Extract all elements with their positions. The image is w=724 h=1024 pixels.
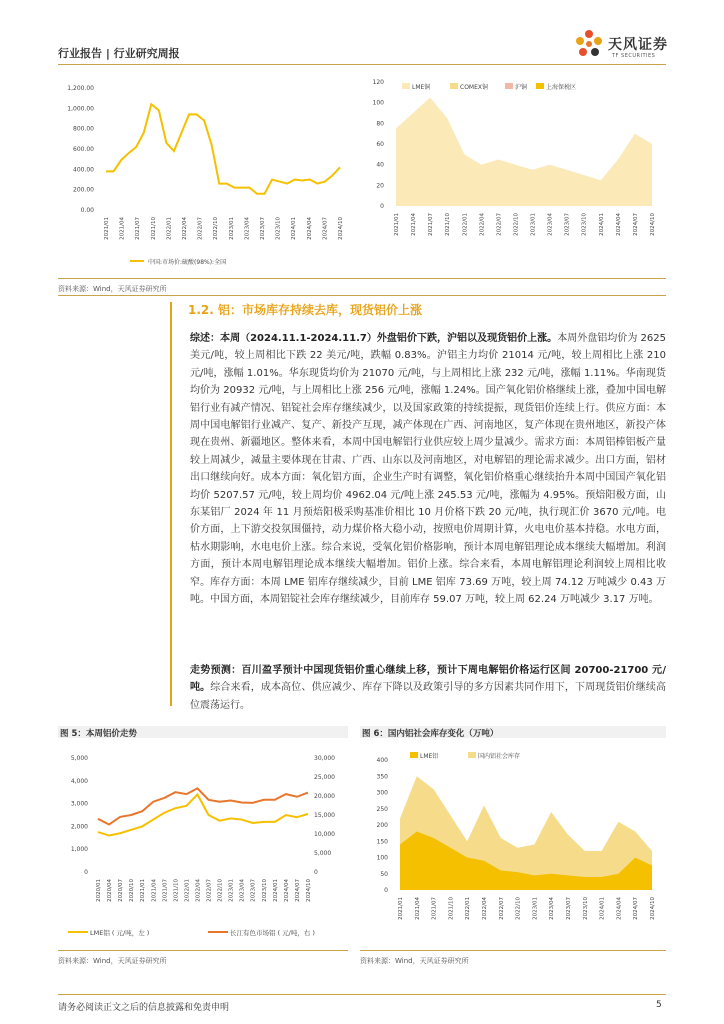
source-note-top: 资料来源：Wind，天风证券研究所 xyxy=(58,285,167,293)
divider xyxy=(58,950,348,951)
x-tick-label: 2020/07 xyxy=(118,879,125,902)
x-tick-label: 2022/07 xyxy=(496,213,503,236)
y-tick-label: 25,000 xyxy=(314,774,335,781)
svg-text:COMEX铜: COMEX铜 xyxy=(460,84,488,91)
x-tick-label: 2022/10 xyxy=(217,879,224,902)
x-tick-label: 2022/01 xyxy=(184,879,191,902)
y-tick-label: 2,000 xyxy=(70,823,88,831)
figure-5-title: 图 5：本周铝价走势 xyxy=(60,729,137,739)
source-note-fig5: 资料来源：Wind，天风证券研究所 xyxy=(58,957,167,965)
y-tick-label: 150 xyxy=(376,838,388,846)
x-tick-label: 2021/04 xyxy=(119,217,126,240)
x-tick-label: 2022/10 xyxy=(513,213,520,236)
x-tick-label: 2023/10 xyxy=(582,897,589,920)
footer-rule xyxy=(58,994,666,995)
y-tick-label: 0 xyxy=(314,869,318,876)
y-tick-label: 3,000 xyxy=(70,800,88,808)
x-tick-label: 2024/07 xyxy=(632,213,639,236)
header-rule xyxy=(58,64,666,65)
y-tick-label: 400 xyxy=(376,757,388,764)
chart-copper-inventory xyxy=(360,72,660,272)
chart-aluminum-inventory xyxy=(360,742,660,950)
x-tick-label: 2024/04 xyxy=(616,897,623,920)
y-tick-label: 250 xyxy=(376,805,388,813)
x-tick-label: 2023/07 xyxy=(564,213,571,236)
divider xyxy=(360,950,666,951)
figure-6-title: 图 6：国内铝社会库存变化（万吨） xyxy=(362,729,499,739)
x-tick-label: 2021/01 xyxy=(104,217,110,240)
x-tick-label: 2023/01 xyxy=(532,897,539,920)
forecast-lead: 走势预测：百川盈孚预计中国现货铝价重心继续上移，预计下周电解铝价格运行区间 20700-21700 元/吨。 xyxy=(190,665,666,694)
x-tick-label: 2022/07 xyxy=(197,217,204,240)
y-tick-label: 100 xyxy=(372,99,384,107)
x-tick-label: 2023/04 xyxy=(547,213,554,236)
x-tick-label: 2021/10 xyxy=(173,879,180,902)
section-title: 1.2. 铝：市场库存持续去库，现货铝价上涨 xyxy=(188,303,422,317)
summary-body: 本周外盘铝均价为 2625 美元/吨，较上周相比下跌 22 美元/吨，跌幅 0.83%。沪铝主力均价 21014 元/吨，较上周相比上涨 210 元/吨，涨幅 1.01%。华东现货均价为 21070 元/吨，与上周相比上涨 232 元/吨，涨幅 1.11%。华南现货均价为 20932 元/吨，与上周相比上涨 256 元/吨，涨幅 1.24%。国产氧化铝价格继续上涨，叠加中国电解铝行业有减产情况、铝锭社会库存继续减少，以及国家政策的持续提振，现货铝价连续上行。供应方面：本周中国电解铝行业减产、复产、新投产互现，减产体现在广西、河南地区，复产体现在贵州地区，新投产体现在贵州、新疆地区。整体来看，本周中国电解铝行业供应较上周少量减少。需求方面：本周铝棒铝板产量较上周减少，减量主要体现在甘肃、广西、山东以及河南地区，对电解铝的理论需求减少。出口方面，铝材出口继续向好。成本方面：氧化铝方面，企业生产时有调整，氧化铝价格重心继续抬升本周中国国产氧化铝均价 5207.57 元/吨，较上周均价 4962.04 元/吨上涨 245.53 元/吨，涨幅为 4.95%。预焙阳极方面，山东某铝厂 2024 年 11 月预焙阳极采购基准价相比 10 月价格下跌 20 元/吨，执行现汇价 3670 元/吨。电价方面，上下游交投氛围僵持，动力煤价格大稳小动，按照电价周期计算，火电电价基本持稳。水电方面，枯水期影响，水电电价上涨。综合来说，受氧化铝价格影响，预计本周电解铝理论成本继续大幅增加。利润方面，预计本周电解铝理论成本继续大幅增加。铝价上涨。综合来看，本周电解铝理论利润较上周相比收窄。库存方面：本周 LME 铝库存继续减少，目前 LME 铝库 73.69 万吨，较上周 74.12 万吨减少 0.43 万吨。中国方面，本周铝锭社会库存继续减少，目前库存 59.07 万吨，较上周 62.24 万吨减少 3.17 万吨。 xyxy=(190,333,666,606)
x-tick-label: 2021/01 xyxy=(398,897,404,920)
x-tick-label: 2021/10 xyxy=(445,213,452,236)
x-tick-label: 2024/04 xyxy=(306,217,313,240)
x-tick-label: 2022/04 xyxy=(482,897,488,920)
x-tick-label: 2022/10 xyxy=(213,217,220,240)
y-tick-label: 600.00 xyxy=(73,146,94,153)
summary-paragraph xyxy=(190,330,666,609)
y-tick-label: 350 xyxy=(376,773,388,781)
report-type: 行业报告 | 行业研究周报 xyxy=(58,47,180,60)
forecast-paragraph xyxy=(190,662,666,714)
y-tick-label: 80 xyxy=(376,120,384,128)
x-tick-label: 2023/07 xyxy=(250,879,257,902)
y-tick-label: 20,000 xyxy=(314,793,335,800)
divider xyxy=(58,278,666,279)
y-tick-label: 400.00 xyxy=(73,166,94,174)
x-tick-label: 2024/04 xyxy=(615,213,622,236)
y-tick-label: 1,200.00 xyxy=(67,85,94,92)
y-tick-label: 200 xyxy=(376,822,388,829)
x-tick-label: 2022/01 xyxy=(462,213,469,236)
x-tick-label: 2021/04 xyxy=(411,213,418,236)
x-tick-label: 2023/10 xyxy=(261,879,268,902)
x-tick-label: 2022/01 xyxy=(465,897,472,920)
y-tick-label: 300 xyxy=(376,789,388,797)
y-tick-label: 15,000 xyxy=(314,812,335,819)
y-tick-label: 200.00 xyxy=(73,186,94,194)
x-tick-label: 2020/04 xyxy=(107,879,114,902)
x-tick-label: 2021/07 xyxy=(135,217,142,240)
x-tick-label: 2020/01 xyxy=(96,879,102,902)
y-tick-label: 50 xyxy=(380,870,388,878)
x-tick-label: 2024/01 xyxy=(599,897,606,920)
legend xyxy=(402,83,576,91)
x-tick-label: 2024/10 xyxy=(650,897,656,920)
chart-sulfuric-acid xyxy=(58,72,348,272)
y-tick-label: 1,000.00 xyxy=(67,105,94,113)
y-tick-label: 120 xyxy=(372,79,384,86)
x-tick-label: 2024/10 xyxy=(650,213,656,236)
x-tick-label: 2024/07 xyxy=(322,217,329,240)
legend-label: 长江有色市场铝 ( 元/吨，右 ) xyxy=(230,929,315,937)
footer-disclaimer: 请务必阅读正文之后的信息披露和免责申明 xyxy=(58,1003,230,1013)
y-tick-label: 10,000 xyxy=(314,831,335,838)
x-tick-label: 2022/10 xyxy=(515,897,522,920)
y-tick-label: 800.00 xyxy=(73,125,94,133)
svg-text:上海保税区: 上海保税区 xyxy=(546,84,577,91)
legend xyxy=(410,752,520,760)
x-tick-label: 2022/04 xyxy=(182,217,188,240)
y-tick-label: 5,000 xyxy=(314,850,332,857)
x-tick-label: 2023/07 xyxy=(566,897,572,920)
x-tick-label: 2021/07 xyxy=(162,879,169,902)
y-tick-label: 100 xyxy=(376,854,388,862)
x-tick-label: 2021/04 xyxy=(151,879,158,902)
x-tick-label: 2021/01 xyxy=(394,213,400,236)
x-tick-label: 2021/01 xyxy=(140,879,147,902)
x-tick-label: 2024/07 xyxy=(294,879,301,902)
x-tick-label: 2023/10 xyxy=(275,217,282,240)
x-tick-label: 2020/10 xyxy=(129,879,136,902)
series-line-sulfuric-acid xyxy=(106,104,340,193)
x-tick-label: 2023/07 xyxy=(260,217,266,240)
y-tick-label: 0.00 xyxy=(80,207,94,214)
x-tick-label: 2024/01 xyxy=(598,213,605,236)
source-note-fig6: 资料来源：Wind，天风证券研究所 xyxy=(360,957,469,965)
summary-lead: 综述：本周（2024.11.1-2024.11.7）外盘铝价下跌，沪铝以及现货铝价上涨。 xyxy=(190,333,558,344)
y-tick-label: 0 xyxy=(84,869,88,876)
x-tick-label: 2024/07 xyxy=(633,897,640,920)
chart-aluminum-price xyxy=(58,742,350,950)
svg-text:LME铝: LME铝 xyxy=(420,753,439,760)
x-tick-label: 2023/01 xyxy=(530,213,537,236)
y-tick-label: 1,000 xyxy=(70,846,88,854)
svg-text:沪铜: 沪铜 xyxy=(515,84,528,91)
svg-text:LME铜: LME铜 xyxy=(412,84,431,91)
x-tick-label: 2021/07 xyxy=(431,897,438,920)
x-tick-label: 2023/04 xyxy=(239,879,246,902)
x-tick-label: 2024/01 xyxy=(272,879,279,902)
y-tick-label: 30,000 xyxy=(314,755,335,762)
brand-name-cn: 天风证券 xyxy=(608,37,668,53)
brand-name-en: TF SECURITIES xyxy=(612,53,656,59)
y-tick-label: 20 xyxy=(376,182,384,190)
legend-label: LME铝 ( 元/吨，左 ) xyxy=(90,929,150,937)
legend-label: 中国:市场价:硫酸(98%):全国 xyxy=(148,259,227,266)
x-tick-label: 2022/01 xyxy=(166,217,173,240)
x-tick-label: 2024/10 xyxy=(306,879,312,902)
x-tick-label: 2021/04 xyxy=(414,897,421,920)
y-tick-label: 40 xyxy=(376,161,384,169)
x-tick-label: 2024/10 xyxy=(338,217,344,240)
y-tick-label: 0 xyxy=(380,203,384,210)
x-tick-label: 2023/01 xyxy=(228,217,235,240)
svg-text:国内铝社会库存: 国内铝社会库存 xyxy=(478,753,521,760)
section-accent-bar xyxy=(170,302,172,706)
x-tick-label: 2022/04 xyxy=(195,879,202,902)
series-area-lme-copper xyxy=(396,98,652,207)
x-tick-label: 2021/10 xyxy=(448,897,455,920)
y-tick-label: 5,000 xyxy=(70,755,88,762)
x-tick-label: 2024/01 xyxy=(291,217,298,240)
y-tick-label: 60 xyxy=(376,141,384,148)
brand-logo-icon xyxy=(570,26,608,64)
x-tick-label: 2021/07 xyxy=(428,213,435,236)
x-tick-label: 2022/04 xyxy=(479,213,486,236)
y-tick-label: 4,000 xyxy=(70,777,88,785)
forecast-body: 综合来看，成本高位、供应减少、库存下降以及政策引导的多方因素共同作用下，下周现货铝价继续高位震荡运行。 xyxy=(190,682,667,711)
divider xyxy=(58,295,666,296)
x-tick-label: 2022/07 xyxy=(498,897,505,920)
x-tick-label: 2023/10 xyxy=(581,213,588,236)
x-tick-label: 2023/04 xyxy=(244,217,251,240)
page-number: 5 xyxy=(656,1000,662,1010)
y-tick-label: 0 xyxy=(384,887,388,894)
x-tick-label: 2022/07 xyxy=(206,879,213,902)
x-tick-label: 2024/04 xyxy=(283,879,290,902)
x-tick-label: 2023/01 xyxy=(228,879,235,902)
x-tick-label: 2023/04 xyxy=(549,897,556,920)
x-tick-label: 2021/10 xyxy=(150,217,157,240)
